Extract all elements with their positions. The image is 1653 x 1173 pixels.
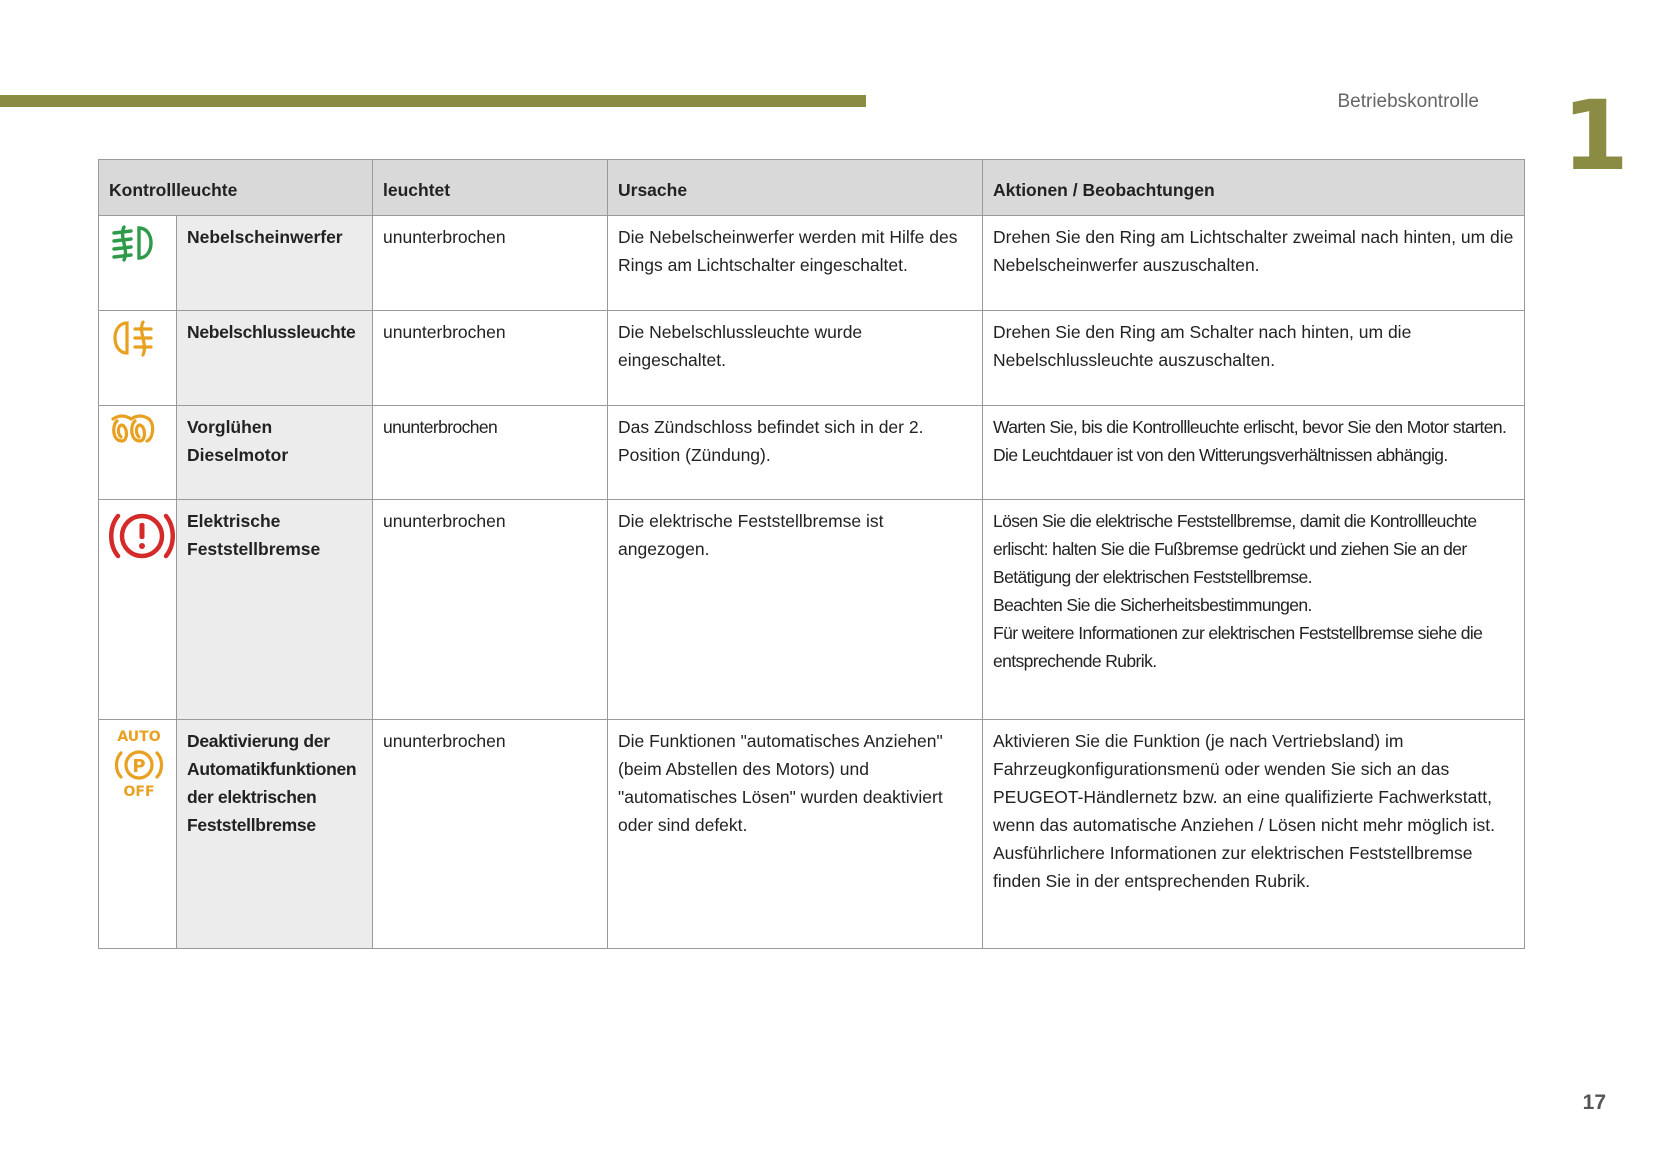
- lit-status: ununterbrochen: [373, 500, 608, 720]
- warning-lights-table: [98, 159, 1525, 949]
- table-row: [99, 500, 1525, 720]
- actions-text: [983, 216, 1525, 311]
- header-accent-bar: [0, 95, 866, 107]
- action-paragraph: Warten Sie, bis die Kontrollleuchte erlischt, bevor Sie den Motor starten.: [993, 417, 1507, 437]
- action-paragraph: Ausführlichere Informationen zur elektrischen Feststellbremse finden Sie in der entsprechenden Rubrik.: [993, 843, 1473, 891]
- header-kontrollleuchte: Kontrollleuchte: [99, 160, 373, 216]
- header-leuchtet: leuchtet: [373, 160, 608, 216]
- actions-text: [983, 406, 1525, 500]
- auto-parking-brake-off-icon: [109, 727, 169, 801]
- light-name: Vorglühen Dieselmotor: [177, 406, 373, 500]
- actions-text: [983, 311, 1525, 406]
- action-paragraph: Für weitere Informationen zur elektrischen Feststellbremse siehe die entsprechende Rubrik.: [993, 623, 1483, 671]
- rear-fog-light-icon: [109, 318, 157, 358]
- cause-text: Die elektrische Feststellbremse ist angezogen.: [608, 500, 983, 720]
- front-fog-light-icon: [109, 223, 159, 263]
- header-aktionen: Aktionen / Beobachtungen: [983, 160, 1525, 216]
- actions-text: [983, 720, 1525, 949]
- table-row: [99, 311, 1525, 406]
- action-paragraph: Beachten Sie die Sicherheitsbestimmungen.: [993, 595, 1312, 615]
- icon-label-off: OFF: [123, 784, 155, 800]
- lit-status: ununterbrochen: [373, 216, 608, 311]
- page-number: 17: [1582, 1091, 1606, 1114]
- glow-plug-icon: [109, 413, 157, 447]
- light-name: Nebelscheinwerfer: [177, 216, 373, 311]
- chapter-number: 1: [1562, 80, 1629, 192]
- table-row: [99, 216, 1525, 311]
- icon-label-auto: AUTO: [117, 729, 161, 745]
- cause-text: Das Zündschloss befindet sich in der 2. Position (Zündung).: [608, 406, 983, 500]
- lit-status: ununterbrochen: [373, 720, 608, 949]
- cause-text: Die Nebelschlussleuchte wurde eingeschaltet.: [608, 311, 983, 406]
- section-title: Betriebskontrolle: [1337, 91, 1479, 112]
- light-name: Nebelschlussleuchte: [177, 311, 373, 406]
- table-row: [99, 406, 1525, 500]
- actions-text: [983, 500, 1525, 720]
- light-name: Elektrische Feststellbremse: [177, 500, 373, 720]
- parking-brake-warning-icon: [109, 507, 175, 565]
- light-name: Deaktivierung der Automatikfunktionen der elektrischen Feststellbremse: [177, 720, 373, 949]
- cause-text: Die Funktionen "automatisches Anziehen" (beim Abstellen des Motors) und "automatisches Lösen" wurden deaktiviert oder sind defekt.: [608, 720, 983, 949]
- lit-status: ununterbrochen: [373, 311, 608, 406]
- icon-label-p: P: [132, 756, 146, 777]
- table-row: [99, 720, 1525, 949]
- action-paragraph: Die Leuchtdauer ist von den Witterungsverhältnissen abhängig.: [993, 445, 1448, 465]
- header-ursache: Ursache: [608, 160, 983, 216]
- action-paragraph: Lösen Sie die elektrische Feststellbremse, damit die Kontrollleuchte erlischt: halten Sie die Fußbremse gedrückt und ziehen Sie an der Betätigung der elektrischen Feststellbremse.: [993, 511, 1477, 587]
- action-paragraph: Aktivieren Sie die Funktion (je nach Vertriebsland) im Fahrzeugkonfigurationsmenü oder wenden Sie sich an das PEUGEOT-Händlernetz bzw. an eine qualifizierte Fachwerkstatt, wenn das automatische Anziehen / Lösen nicht mehr möglich ist.: [993, 731, 1495, 835]
- action-paragraph: Drehen Sie den Ring am Schalter nach hinten, um die Nebelschlussleuchte auszuschalten.: [993, 322, 1412, 370]
- lit-status: ununterbrochen: [373, 406, 608, 500]
- table-header-row: [99, 160, 1525, 216]
- action-paragraph: Drehen Sie den Ring am Lichtschalter zweimal nach hinten, um die Nebelscheinwerfer auszuschalten.: [993, 227, 1514, 275]
- cause-text: Die Nebelscheinwerfer werden mit Hilfe des Rings am Lichtschalter eingeschaltet.: [608, 216, 983, 311]
